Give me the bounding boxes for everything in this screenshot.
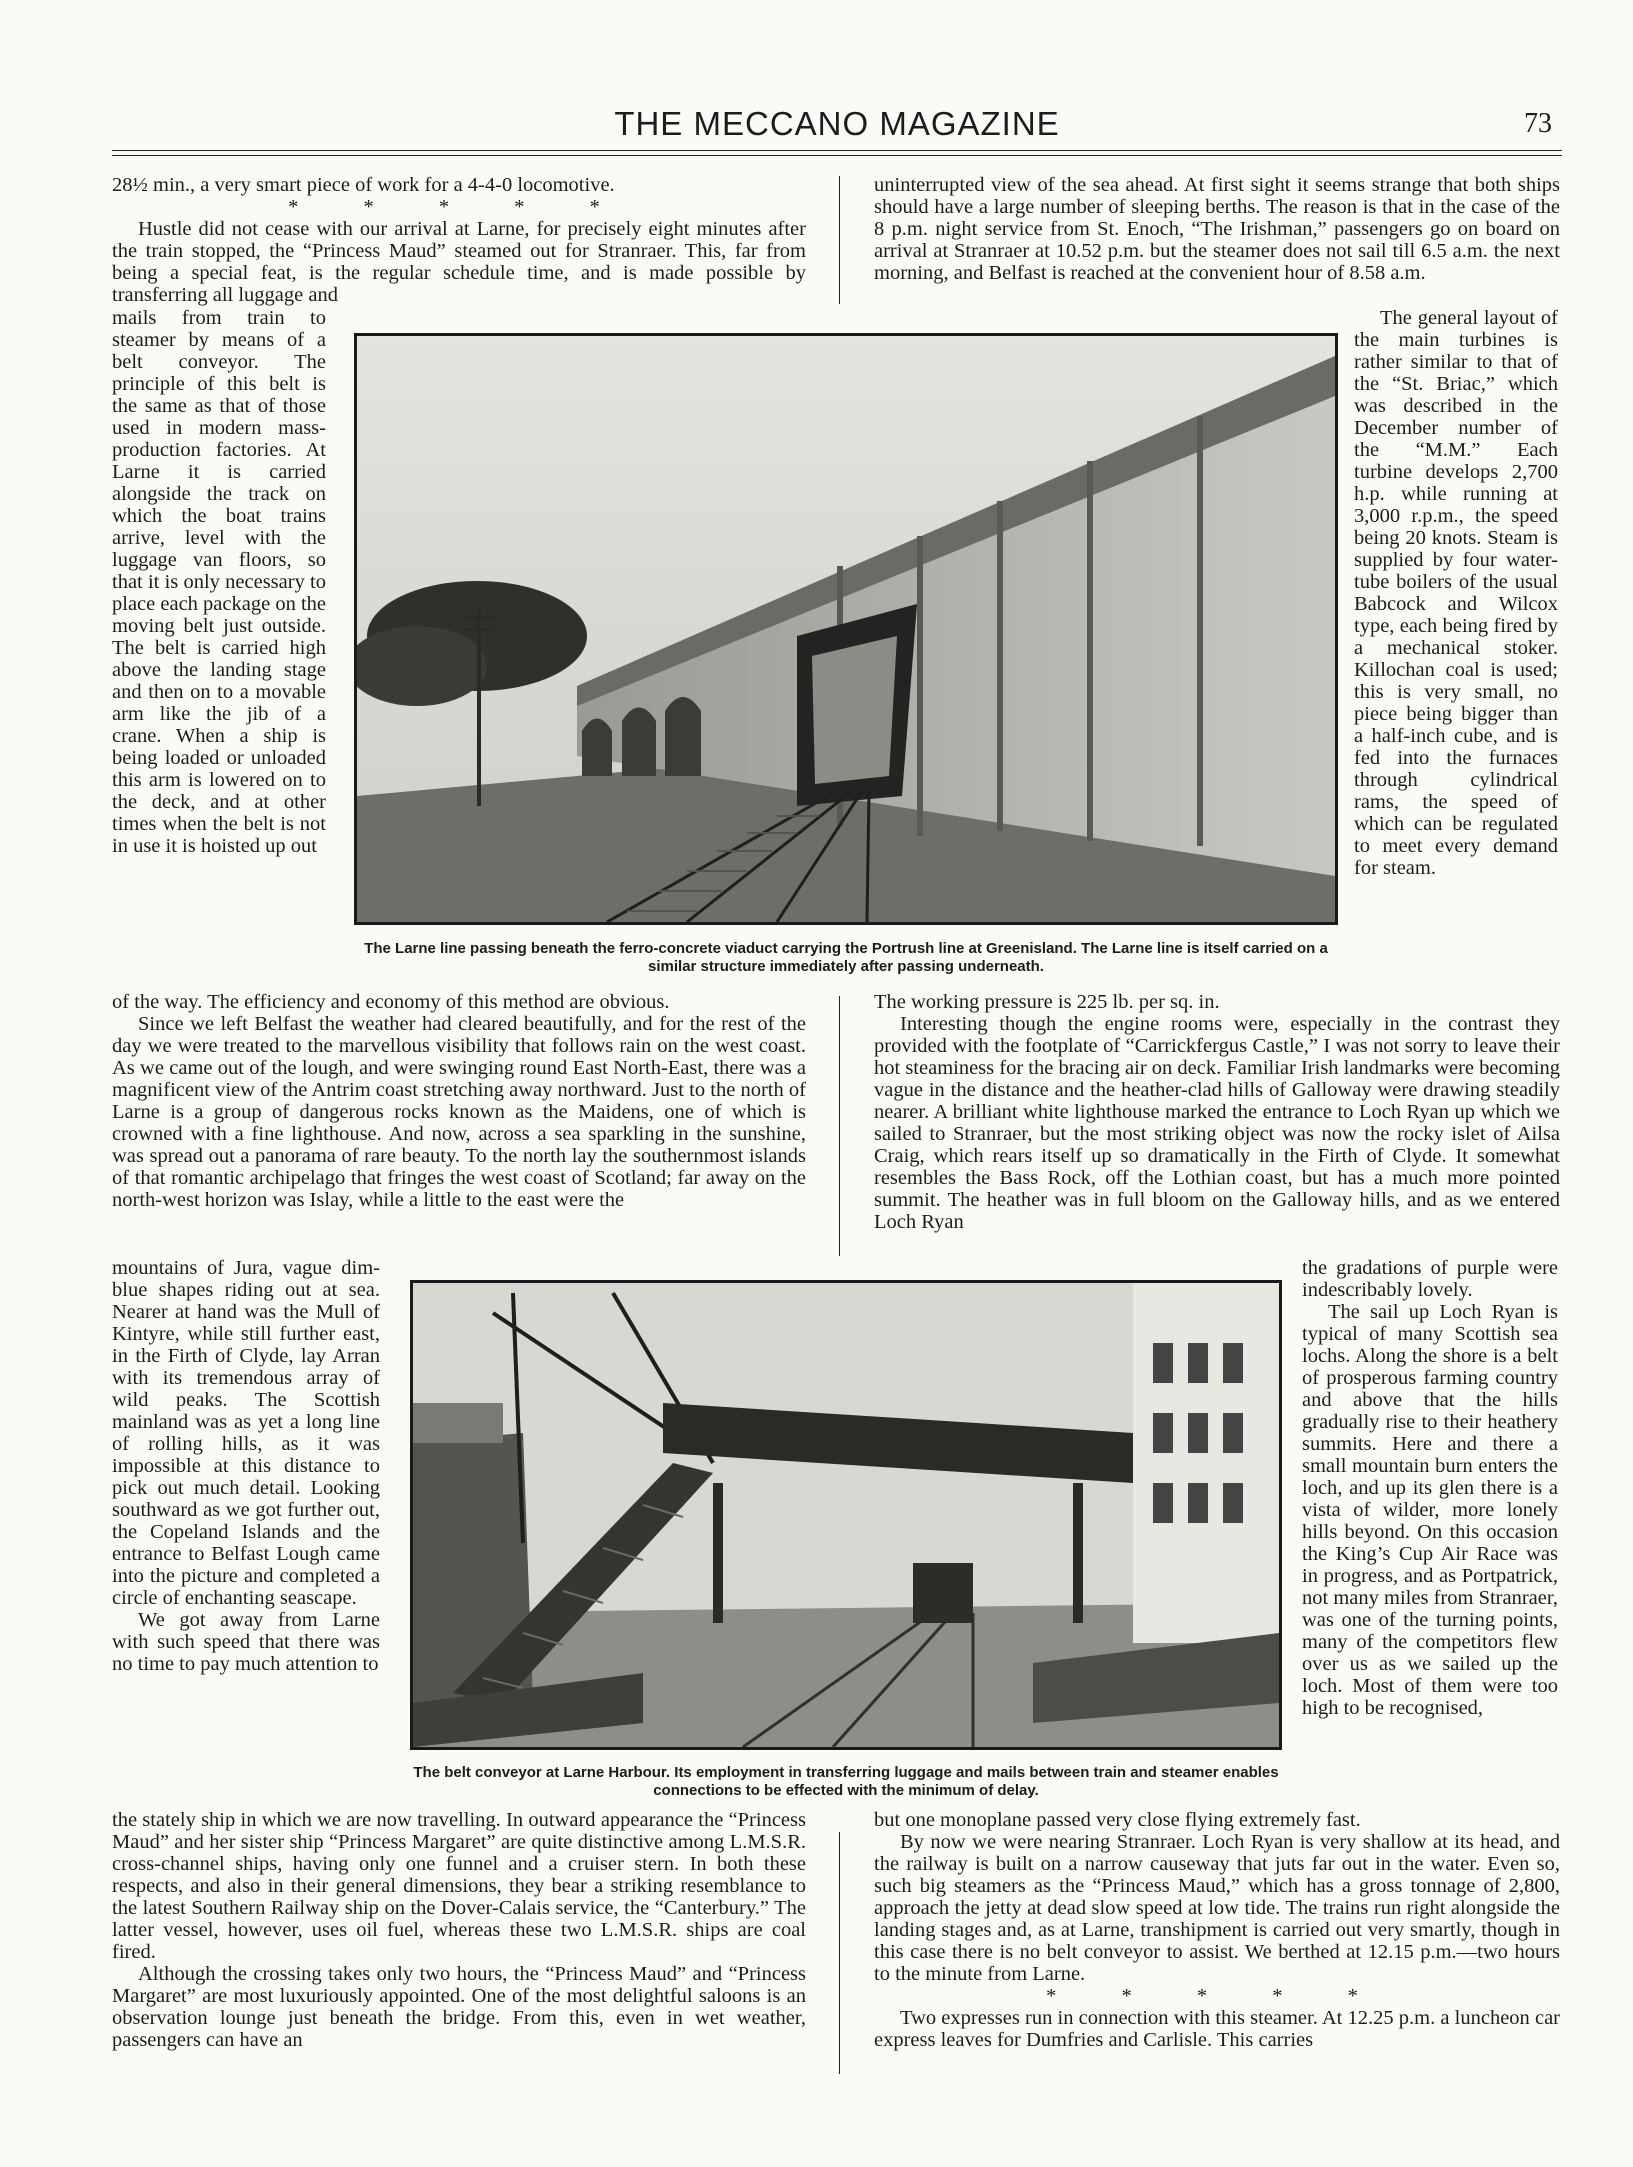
section-break: * * * * * (1046, 1985, 1388, 2007)
right-wrap-text-1 (1354, 307, 1558, 879)
viaduct-photo (354, 333, 1338, 925)
section-break: * * * * * (288, 196, 630, 218)
magazine-title: THE MECCANO MAGAZINE (614, 105, 1060, 142)
paragraph: the gradations of purple were indescribably lovely. (1302, 1257, 1558, 1301)
header-rule-2 (112, 155, 1562, 156)
column-divider (839, 996, 840, 1256)
right-wrap-text-2 (1302, 1257, 1558, 1719)
paragraph: the stately ship in which we are now travelling. In outward appearance the “Princess Maud” and her sister ship “Princess Margaret” are quite distinctive among L.M.S.R. cross-channel ships, having only one funnel and a cruiser stern. In both these respects, and also in their general dimensions, they bear a striking resemblance to the latest Southern Railway ship on the Dover-Calais service, the “Canterbury.” The latter vessel, however, uses oil fuel, whereas these two L.M.S.R. ships are coal fired. (112, 1809, 806, 1963)
left-column-middle (112, 991, 806, 1211)
paragraph: We got away from Larne with such speed that there was no time to pay much attention to (112, 1609, 380, 1675)
page-header (112, 104, 1562, 148)
belt-conveyor-photo (410, 1280, 1282, 1750)
belt-conveyor-illustration (413, 1283, 1279, 1747)
paragraph: The sail up Loch Ryan is typical of many Scottish sea lochs. Along the shore is a belt of prosperous farming country and above that the hills gradually rise to their heathery summits. Here and there a small mountain burn enters the loch, and up its glen there is a vista of wilder, more lonely hills beyond. On this occasion the King’s Cup Air Race was in progress, and as Portpatrick, not many miles from Stranraer, was one of the turning points, many of the competitors flew over us as we sailed up the loch. Most of them were too high to be recognised, (1302, 1301, 1558, 1719)
paragraph: By now we were nearing Stranraer. Loch Ryan is very shallow at its head, and the railway is built on a narrow causeway that juts far out in the water. Even so, such big steamers as the “Princess Maud,” which has a gross tonnage of 2,800, approach the jetty at dead slow speed at low tide. The trains run right alongside the landing stages and, as at Larne, transhipment is carried out very smartly, though in this case there is no belt conveyor to assist. We berthed at 12.15 p.m.—two hours to the minute from Larne. (874, 1831, 1560, 1985)
paragraph: mountains of Jura, vague dim-blue shapes riding out at sea. Nearer at hand was the Mull of Kintyre, while still further east, in the Firth of Clyde, lay Arran with its tremendous array of wild peaks. The Scottish mainland was as yet a long line of rolling hills, as it was impossible at this distance to pick out much detail. Looking southward as we got further out, the Copeland Islands and the entrance to Belfast Lough came into the picture and completed a circle of enchanting seascape. (112, 1257, 380, 1609)
paragraph: of the way. The efficiency and economy of this method are obvious. (112, 991, 670, 1013)
left-column-bottom (112, 1809, 806, 2051)
header-rule (112, 150, 1562, 151)
right-column-bottom (874, 1809, 1560, 2051)
paragraph: Hustle did not cease with our arrival at Larne, for precisely eight minutes after the train stopped, the “Princess Maud” steamed out for Stranraer. This, far from being a special feat, is the regular schedule time, and is made possible by transferring all luggage and (112, 218, 806, 306)
paragraph: The general layout of the main turbines is rather similar to that of the “St. Briac,” which was described in the December number of the “M.M.” Each turbine develops 2,700 h.p. while running at 3,000 r.p.m., the speed being 20 knots. Steam is supplied by four water-tube boilers of the usual Babcock and Wilcox type, each being fired by a mechanical stoker. Killochan coal is used; this is very small, no piece being bigger than a half-inch cube, and is fed into the furnaces through cylindrical rams, the speed of which can be regulated to meet every demand for steam. (1354, 307, 1558, 879)
left-column-top (112, 174, 806, 306)
paragraph: uninterrupted view of the sea ahead. At first sight it seems strange that both ships should have a large number of sleeping berths. The reason is that in the case of the 8 p.m. night service from St. Enoch, “The Irishman,” passengers go on board on arrival at Stranraer at 10.52 p.m. but the steamer does not sail till 6.5 a.m. the next morning, and Belfast is reached at the convenient hour of 8.58 a.m. (874, 174, 1560, 284)
left-wrap-text-2 (112, 1257, 380, 1675)
right-column-middle (874, 991, 1560, 1233)
left-wrap-text-1 (112, 307, 326, 857)
paragraph: Interesting though the engine rooms were, especially in the contrast they provided with the footplate of “Carrickfergus Castle,” I was not sorry to leave their hot steaminess for the bracing air on deck. Familiar Irish landmarks were becoming vague in the distance and the heather-clad hills of Galloway were drawing steadily nearer. A brilliant white lighthouse marked the entrance to Loch Ryan up which we sailed to Stranraer, but the most striking object was now the rocky islet of Ailsa Craig, which rears itself up so dramatically in the Firth of Clyde. It somewhat resembles the Bass Rock, off the Lothian coast, but has a much more pointed summit. The heather was in full bloom on the Galloway hills, and as we entered Loch Ryan (874, 1013, 1560, 1233)
photo-caption-conveyor: The belt conveyor at Larne Harbour. Its employment in transferring luggage and mails between train and steamer enables connections to be effected with the minimum of delay. (413, 1764, 1279, 1799)
column-divider (839, 1832, 840, 2074)
viaduct-illustration (357, 336, 1335, 922)
paragraph: Since we left Belfast the weather had cleared beautifully, and for the rest of the day we were treated to the marvellous visibility that follows rain on the west coast. As we came out of the lough, and were swinging round East North-East, there was a magnificent view of the Antrim coast stretching away northward. Just to the north of Larne is a group of dangerous rocks known as the Maidens, one of which is crowned with a fine lighthouse. And now, across a sea sparkling in the sunshine, was spread out a panorama of rare beauty. To the north lay the southernmost islands of that romantic archipelago that fringes the west coast of Scotland; far away on the north-west horizon was Islay, while a little to the east were the (112, 1013, 806, 1211)
paragraph: but one monoplane passed very close flying extremely fast. (874, 1809, 1361, 1831)
right-column-top (874, 174, 1560, 284)
page-number: 73 (1524, 108, 1552, 139)
paragraph: 28½ min., a very smart piece of work for a 4-4-0 locomotive. (112, 174, 615, 196)
paragraph: The working pressure is 225 lb. per sq. in. (874, 991, 1220, 1013)
paragraph: Two expresses run in connection with this steamer. At 12.25 p.m. a luncheon car express leaves for Dumfries and Carlisle. This carries (874, 2007, 1560, 2051)
paragraph: Although the crossing takes only two hours, the “Princess Maud” and “Princess Margaret” are most luxuriously appointed. One of the most delightful saloons is an observation lounge just beneath the bridge. From this, even in wet weather, passengers can have an (112, 1963, 806, 2051)
paragraph: mails from train to steamer by means of a belt conveyor. The principle of this belt is the same as that of those used in modern mass-production factories. At Larne it is carried alongside the track on which the boat trains arrive, level with the luggage van floors, so that it is only necessary to place each package on the moving belt just outside. The belt is carried high above the landing stage and then on to a movable arm like the jib of a crane. When a ship is being loaded or unloaded this arm is lowered on to the deck, and at other times when the belt is not in use it is hoisted up out (112, 307, 326, 857)
photo-caption-viaduct: The Larne line passing beneath the ferro-concrete viaduct carrying the Portrush line at Greenisland. The Larne line is itself carried on a similar structure immediately after passing underneath. (364, 940, 1328, 975)
column-divider (839, 176, 840, 304)
